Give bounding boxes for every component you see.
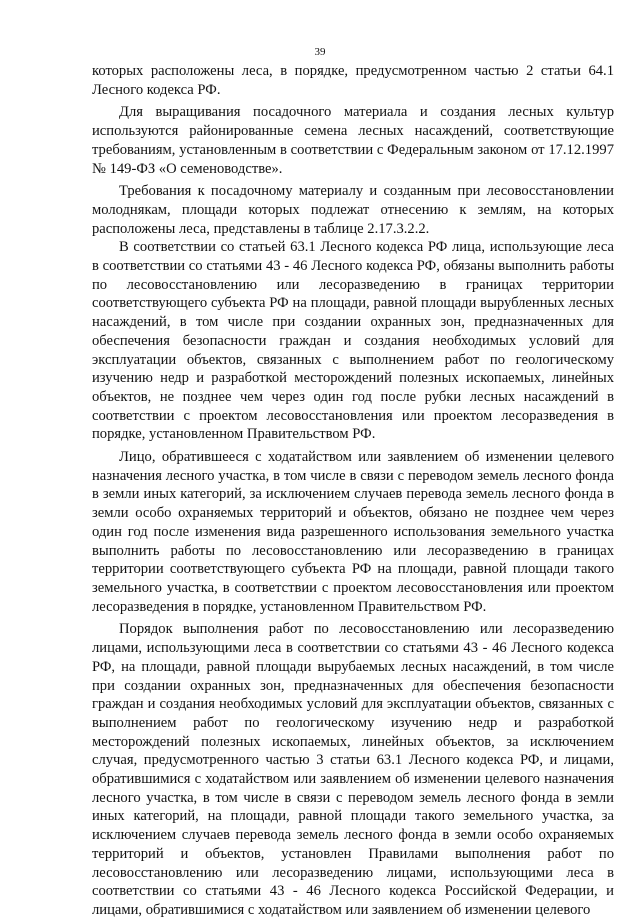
paragraph-seed-material: Для выращивания посадочного материала и создания лесных культур используются районированные семена лесных насаждений, соответствующие требованиям, установленным в соответствии с Федеральным законом от 17.12.1997 № 149-ФЗ «О семеноводстве».: [92, 104, 614, 177]
paragraph-article-63-1: В соответствии со статьей 63.1 Лесного кодекса РФ лица, использующие леса в соответствии со статьями 43 - 46 Лесного кодекса РФ, обязаны выполнить работы по лесовосстановлению или лесоразведению в границах территории соответствующего субъекта РФ на площади, равной площади вырубленных лесных насаждений, в том числе при создании охранных зон, предназначенных для обеспечения безопасности граждан и создания необходимых условий для эксплуатации объектов, связанных с выполнением работ по геологическому изучению недр и разработкой месторождений полезных ископаемых, линейных объектов, не позднее чем через один год после рубки лесных насаждений в соответствии с проектом лесовосстановления или проектом лесоразведения в порядке, установленном Правительством РФ.: [92, 239, 614, 443]
paragraph-procedure: Порядок выполнения работ по лесовосстановлению или лесоразведению лицами, использующими леса в соответствии со статьями 43 - 46 Лесного кодекса РФ, на площади, равной площади вырубаемых лесных насаждений, в том числе при создании охранных зон, предназначенных для обеспечения безопасности граждан и создания необходимых условий для эксплуатации объектов, связанных с выполнением работ по геологическому изучению недр и разработкой месторождений полезных ископаемых, линейных объектов, за исключением случая, предусмотренного частью 3 статьи 63.1 Лесного кодекса РФ, и лицами, обратившимися с ходатайством или заявлением об изменении целевого назначения лесного участка, в том числе в связи с переводом земель лесного фонда в земли иных категорий, на площади, равной площади такого земельного участка, за исключением случаев перевода земель лесного фонда в земли особо охраняемых территорий и объектов, установлен Правилами выполнения работ по лесовосстановлению или лесоразведению лицами, использующими леса в соответствии со статьями 43 - 46 Лесного кодекса Российской Федерации, и лицами, обратившимися с ходатайством или заявлением об изменении целевого: [92, 621, 614, 918]
page-number: 39: [314, 46, 326, 58]
paragraph-planting-requirements: Требования к посадочному материалу и созданным при лесовосстановлении молоднякам, площади которых подлежат отнесению к землям, на которых расположены леса, представлены в таблице 2.17.3.2.2.: [92, 183, 614, 237]
paragraph-purpose-change: Лицо, обратившееся с ходатайством или заявлением об изменении целевого назначения лесного участка, в том числе в связи с переводом земель лесного фонда в земли иных категорий, за исключением случаев перевода земель лесного фонда в земли особо охраняемых территорий и объектов, обязано не позднее чем через один год после изменения вида разрешенного использования земельного участка выполнить работы по лесовосстановлению или лесоразведению в границах территории соответствующего субъекта РФ на площади, равной площади такого земельного участка, в соответствии с проектом лесовосстановления или проектом лесоразведения в порядке, установленном Правительством РФ.: [92, 449, 614, 615]
paragraph-continuation: которых расположены леса, в порядке, предусмотренном частью 2 статьи 64.1 Лесного кодекса РФ.: [92, 63, 614, 98]
document-body: [92, 62, 614, 920]
